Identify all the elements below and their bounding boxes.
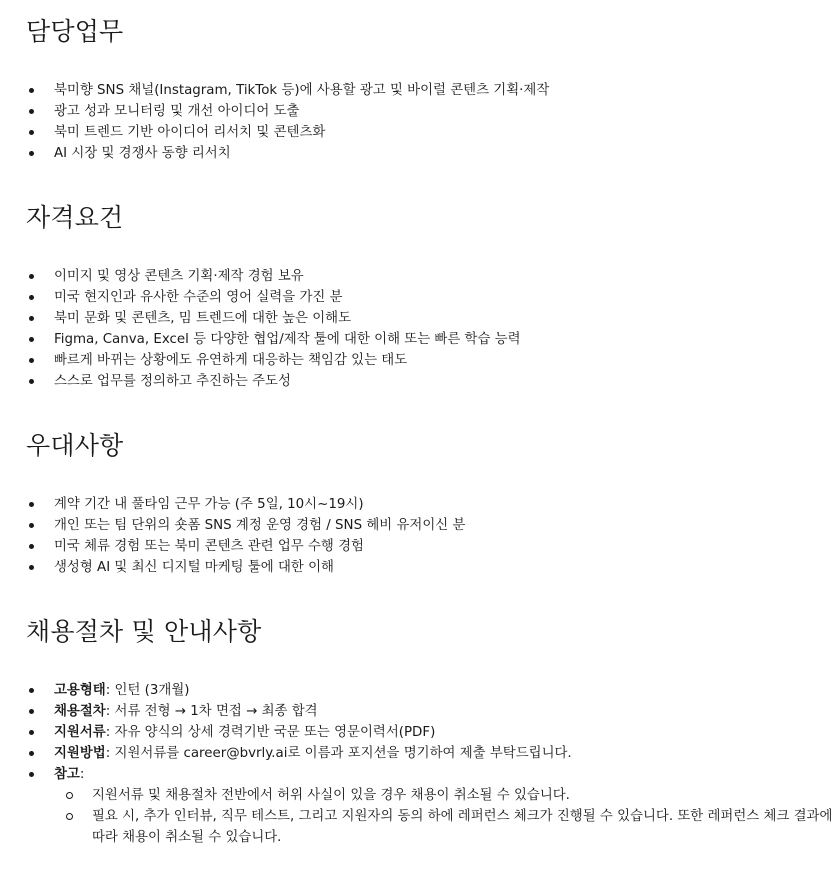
- list-item: 북미 트렌드 기반 아이디어 리서치 및 콘텐츠화: [28, 122, 834, 143]
- list-item: 광고 성과 모니터링 및 개선 아이디어 도출: [28, 101, 834, 122]
- list-item: 스스로 업무를 정의하고 추진하는 주도성: [28, 371, 834, 392]
- list-item-how-to-apply: [28, 743, 834, 764]
- section-title: 채용절차 및 안내사항: [26, 617, 262, 646]
- item-term: 지원방법: [54, 746, 106, 761]
- section-hiring-process: [26, 615, 814, 649]
- list-item: 생성형 AI 및 최신 디지털 마케팅 툴에 대한 이해: [28, 557, 834, 578]
- item-text: : 인턴 (3개월): [105, 683, 190, 698]
- list-item-employment-type: [28, 680, 834, 701]
- list-item: 계약 기간 내 풀타임 근무 가능 (주 5일, 10시~19시): [28, 494, 834, 515]
- list-item-documents: [28, 722, 834, 743]
- section-title: 담당업무: [26, 17, 124, 46]
- list-item: Figma, Canva, Excel 등 다양한 협업/제작 툴에 대한 이해 또는 빠른 학습 능력: [28, 329, 834, 350]
- list-item: AI 시장 및 경쟁사 동향 리서치: [28, 143, 834, 164]
- list-item: 이미지 및 영상 콘텐츠 기획·제작 경험 보유: [28, 266, 834, 287]
- note-item: 필요 시, 추가 인터뷰, 직무 테스트, 그리고 지원자의 동의 하에 레퍼런스 체크가 진행될 수 있습니다. 또한 레퍼런스 체크 결과에 따라 채용이 취소될 수 있습니다.: [54, 806, 834, 848]
- section-title: 우대사항: [26, 431, 124, 460]
- list-item: 빠르게 바뀌는 상황에도 유연하게 대응하는 책임감 있는 태도: [28, 350, 834, 371]
- section-title: 자격요건: [26, 203, 124, 232]
- qualifications-list: [28, 266, 834, 392]
- item-term: 참고: [54, 767, 80, 782]
- list-item: 북미향 SNS 채널(Instagram, TikTok 등)에 사용할 광고 및 바이럴 콘텐츠 기획·제작: [28, 80, 834, 101]
- notes-sublist: [54, 785, 834, 848]
- section-preferred: [26, 429, 814, 463]
- item-text: : 자유 양식의 상세 경력기반 국문 또는 영문이력서(PDF): [105, 725, 436, 740]
- list-item-process: [28, 701, 834, 722]
- list-item-notes: [28, 764, 834, 848]
- list-item: 북미 문화 및 콘텐츠, 밈 트렌드에 대한 높은 이해도: [28, 308, 834, 329]
- item-term: 지원서류: [54, 725, 106, 740]
- hiring-info-list: [28, 680, 834, 848]
- item-term: 고용형태: [54, 683, 106, 698]
- item-text: :: [79, 767, 85, 782]
- responsibilities-list: [28, 80, 834, 164]
- list-item: 개인 또는 팀 단위의 숏폼 SNS 계정 운영 경험 / SNS 헤비 유저이신 분: [28, 515, 834, 536]
- item-text: : 서류 전형 → 1차 면접 → 최종 합격: [105, 704, 318, 719]
- note-item: 지원서류 및 채용절차 전반에서 허위 사실이 있을 경우 채용이 취소될 수 있습니다.: [54, 785, 834, 806]
- preferred-list: [28, 494, 834, 578]
- list-item: 미국 체류 경험 또는 북미 콘텐츠 관련 업무 수행 경험: [28, 536, 834, 557]
- section-qualifications: [26, 201, 814, 235]
- section-responsibilities: [26, 15, 814, 49]
- list-item: 미국 현지인과 유사한 수준의 영어 실력을 가진 분: [28, 287, 834, 308]
- item-term: 채용절차: [54, 704, 106, 719]
- item-text: : 지원서류를 career@bvrly.ai로 이름과 포지션을 명기하여 제출 부탁드립니다.: [105, 746, 572, 761]
